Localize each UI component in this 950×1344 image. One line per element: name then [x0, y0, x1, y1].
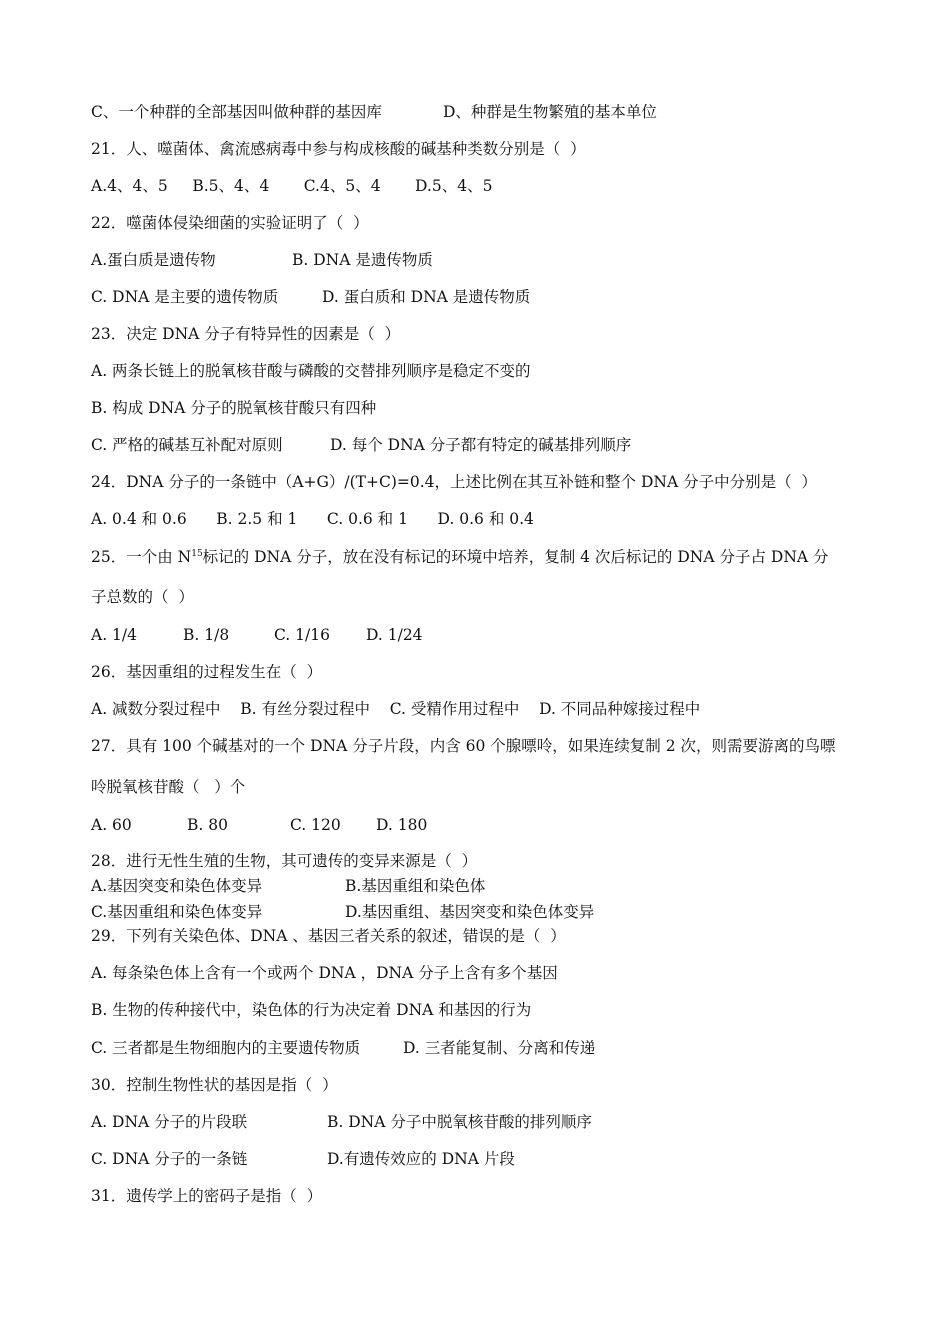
q25-isotope-superscript: 15 [191, 548, 203, 559]
q25-stem [91, 547, 829, 567]
q23-stem: 23．决定 DNA 分子有特异性的因素是（ ） [91, 325, 401, 343]
q30-option-d: D.有遗传效应的 DNA 片段 [327, 1150, 515, 1168]
q27-stem: 27．具有 100 个碱基对的一个 DNA 分子片段，内含 60 个腺嘌呤，如果连续复制 2 次，则需要游离的鸟嘌 [91, 737, 836, 755]
q27-option-c: C. 120 [290, 816, 341, 834]
q25-option-c: C. 1/16 [274, 626, 330, 644]
q22-option-c: C. DNA 是主要的遗传物质 [91, 288, 279, 306]
q27-option-a: A. 60 [91, 816, 132, 834]
q27-option-b: B. 80 [187, 816, 228, 834]
q24-stem: 24．DNA 分子的一条链中（A+G）/(T+C)=0.4，上述比例在其互补链和整个 DNA 分子中分别是（ ） [91, 473, 817, 491]
q25-stem-post: 标记的 DNA 分子，放在没有标记的环境中培养，复制 4 次后标记的 DNA 分子占 DNA 分 [202, 548, 829, 566]
q23-option-c: C. 严格的碱基互补配对原则 [91, 436, 283, 454]
q27-stem-line2: 呤脱氧核苷酸（ ）个 [91, 778, 246, 796]
q22-stem: 22．噬菌体侵染细菌的实验证明了（ ） [91, 214, 369, 232]
q28-option-a: A.基因突变和染色体变异 [91, 877, 263, 895]
q28-option-c: C.基因重组和染色体变异 [91, 903, 263, 921]
q25-stem-pre: 25．一个由 N [91, 548, 192, 566]
q27-option-d: D. 180 [376, 816, 428, 834]
q30-stem: 30．控制生物性状的基因是指（ ） [91, 1076, 338, 1094]
q24-options: A. 0.4 和 0.6 B. 2.5 和 1 C. 0.6 和 1 D. 0.6 和 0.4 [91, 510, 534, 528]
q29-stem: 29．下列有关染色体、DNA 、基因三者关系的叙述，错误的是（ ） [91, 927, 566, 945]
q25-stem-line2: 子总数的（ ） [91, 588, 194, 606]
q22-option-b: B. DNA 是遗传物质 [292, 251, 433, 269]
q30-option-c: C. DNA 分子的一条链 [91, 1150, 248, 1168]
q29-option-a: A. 每条染色体上含有一个或两个 DNA ，DNA 分子上含有多个基因 [91, 964, 558, 982]
q28-option-d: D.基因重组、基因突变和染色体变异 [345, 903, 595, 921]
q30-option-a: A. DNA 分子的片段联 [91, 1113, 248, 1131]
q20-option-c: C、一个种群的全部基因叫做种群的基因库 [91, 103, 382, 121]
q31-stem: 31．遗传学上的密码子是指（ ） [91, 1187, 323, 1205]
q23-option-d: D. 每个 DNA 分子都有特定的碱基排列顺序 [330, 436, 632, 454]
q21-options: A.4、4、5 B.5、4、4 C.4、5、4 D.5、4、5 [91, 177, 493, 195]
q25-option-d: D. 1/24 [366, 626, 423, 644]
q26-options: A. 减数分裂过程中 B. 有丝分裂过程中 C. 受精作用过程中 D. 不同品种嫁接过程中 [91, 700, 701, 718]
q23-option-b: B. 构成 DNA 分子的脱氧核苷酸只有四种 [91, 399, 377, 417]
q20-option-d: D、种群是生物繁殖的基本单位 [443, 103, 657, 121]
q30-option-b: B. DNA 分子中脱氧核苷酸的排列顺序 [327, 1113, 592, 1131]
q29-option-d: D. 三者能复制、分离和传递 [403, 1039, 596, 1057]
q23-option-a: A. 两条长链上的脱氧核苷酸与磷酸的交替排列顺序是稳定不变的 [91, 362, 531, 380]
q21-stem: 21．人、噬菌体、禽流感病毒中参与构成核酸的碱基种类数分别是（ ） [91, 140, 586, 158]
q22-option-a: A.蛋白质是遗传物 [91, 251, 216, 269]
q22-option-d: D. 蛋白质和 DNA 是遗传物质 [322, 288, 531, 306]
q28-option-b: B.基因重组和染色体 [345, 877, 486, 895]
q29-option-c: C. 三者都是生物细胞内的主要遗传物质 [91, 1039, 361, 1057]
q25-option-b: B. 1/8 [183, 626, 230, 644]
q26-stem: 26．基因重组的过程发生在（ ） [91, 663, 323, 681]
q29-option-b: B. 生物的传种接代中，染色体的行为决定着 DNA 和基因的行为 [91, 1001, 532, 1019]
q28-stem: 28．进行无性生殖的生物，其可遗传的变异来源是（ ） [91, 852, 478, 870]
q25-option-a: A. 1/4 [91, 626, 137, 644]
